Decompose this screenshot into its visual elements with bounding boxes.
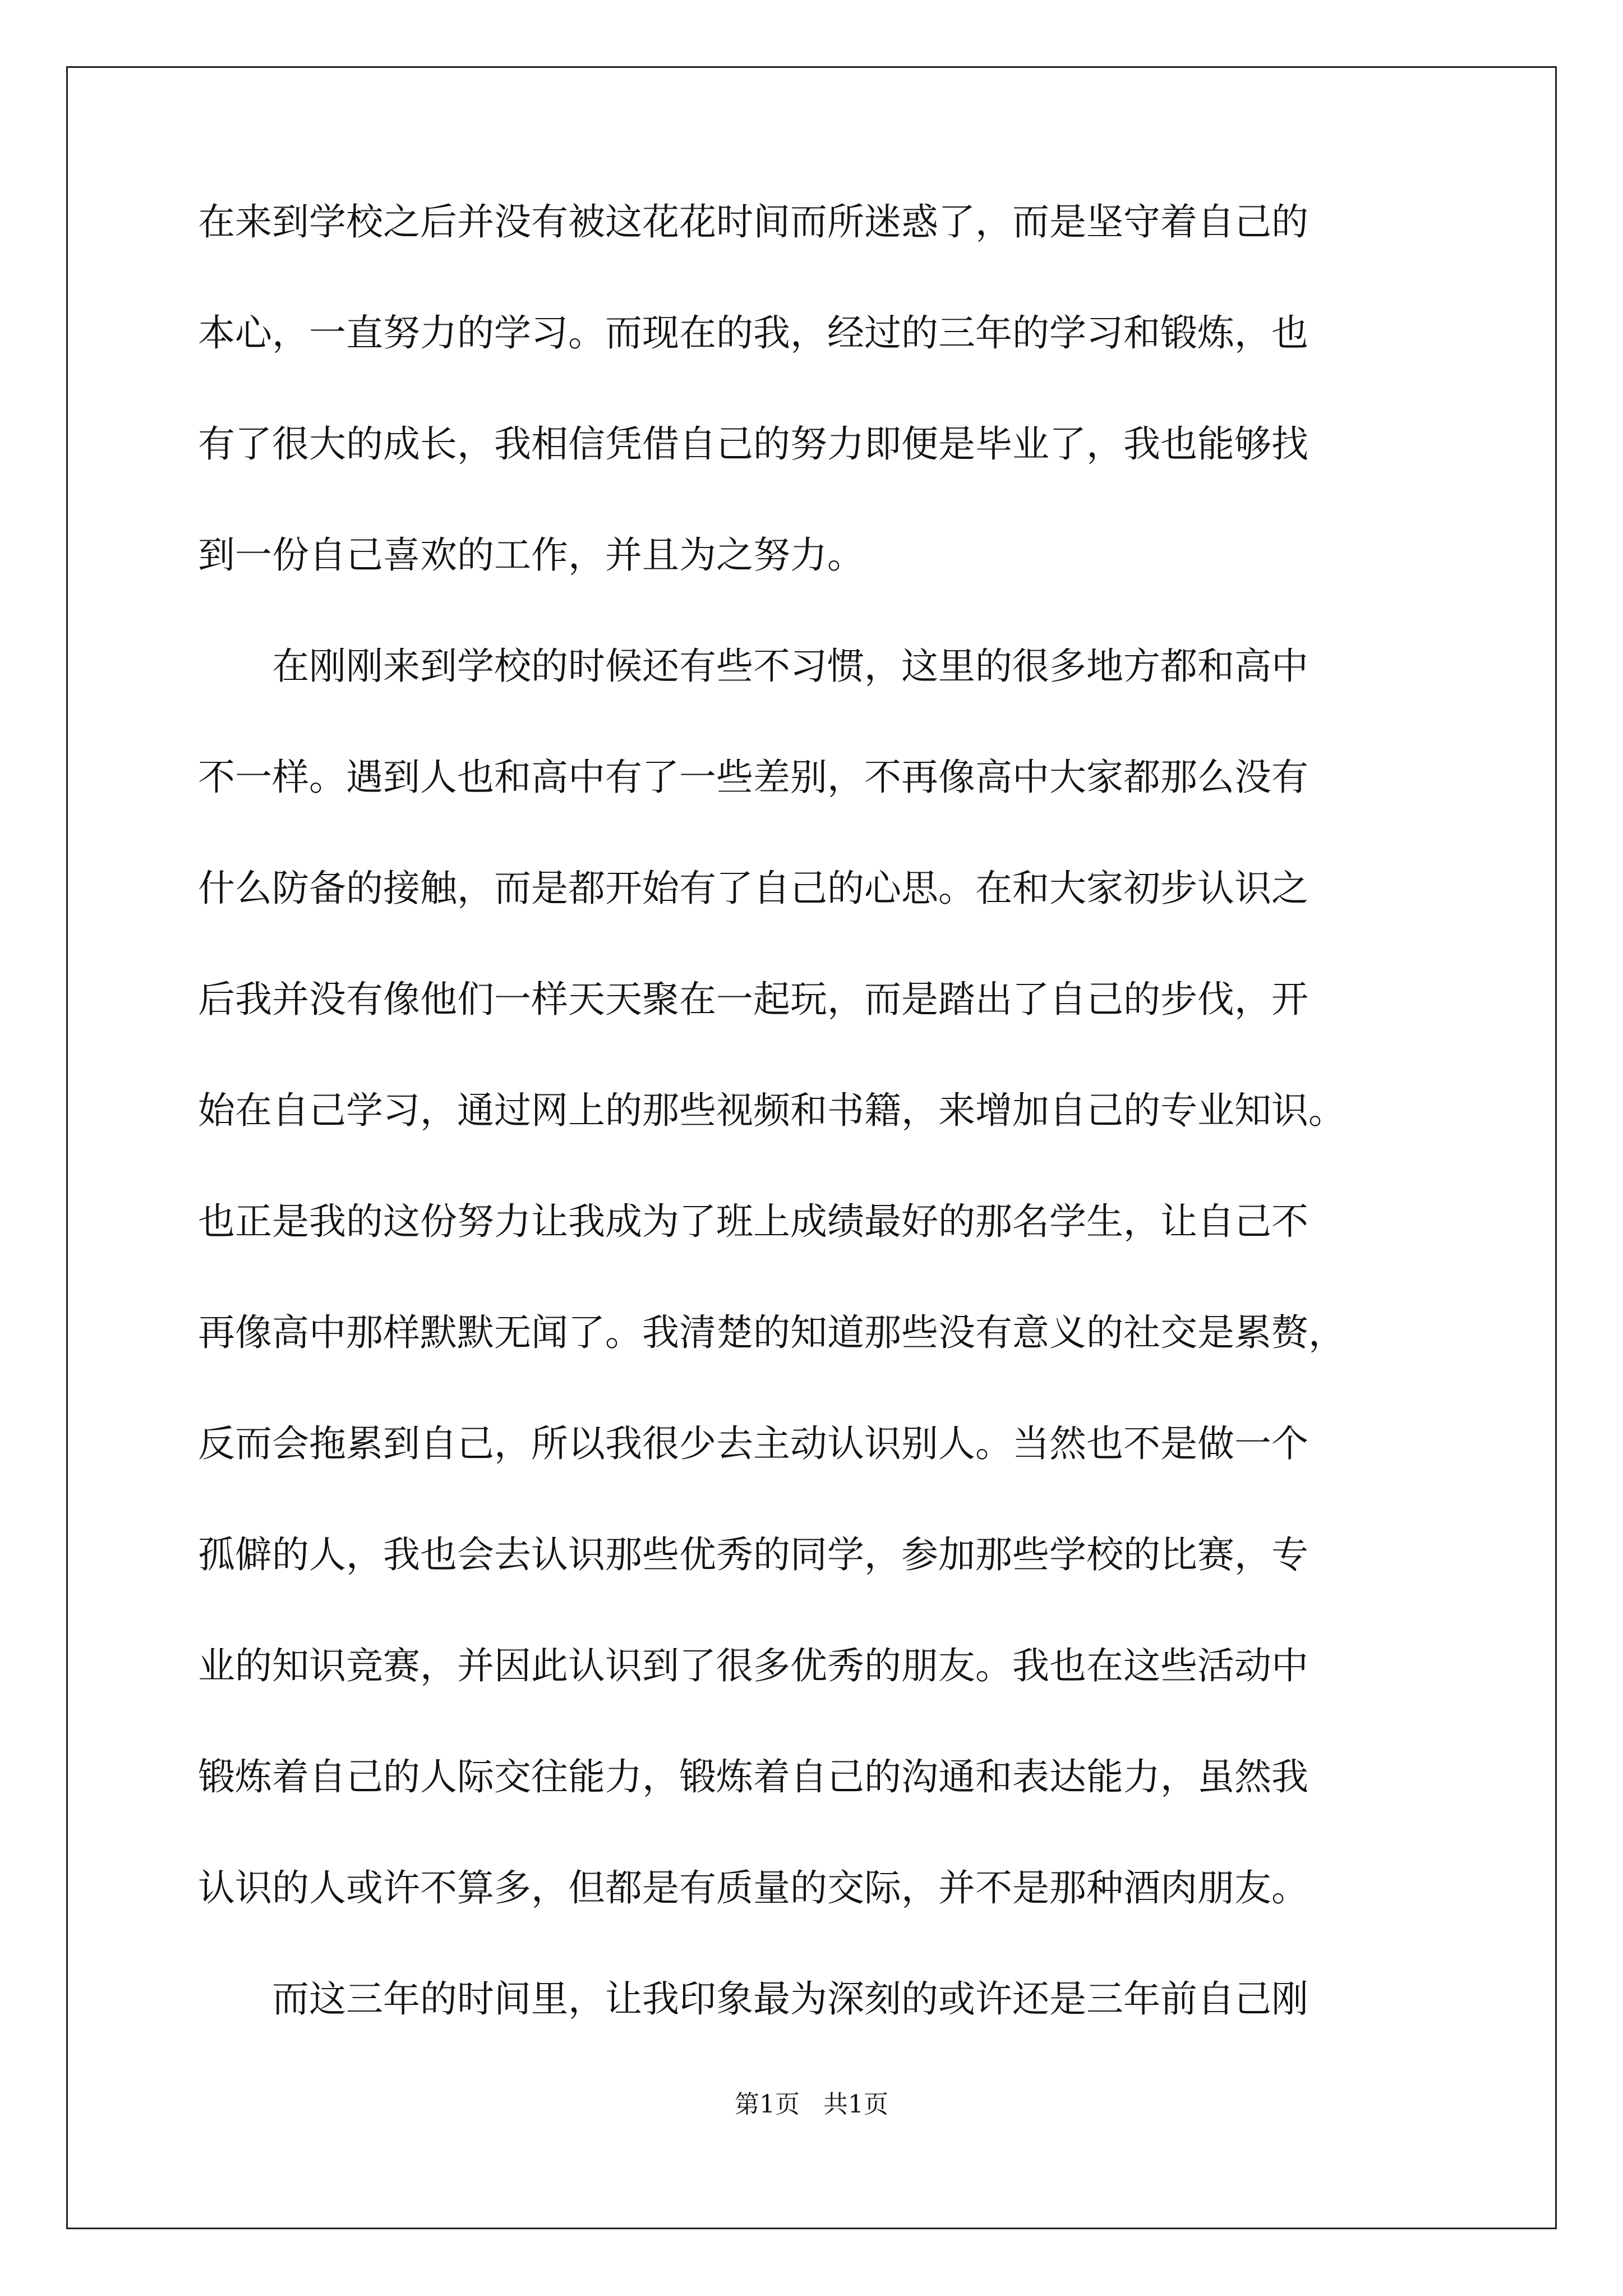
text-line: 反而会拖累到自己，所以我很少去主动认识别人。当然也不是做一个 bbox=[198, 1422, 1308, 1465]
text-line: 也正是我的这份努力让我成为了班上成绩最好的那名学生，让自己不 bbox=[198, 1200, 1308, 1243]
text-line: 认识的人或许不算多，但都是有质量的交际，并不是那种酒肉朋友。 bbox=[198, 1866, 1308, 1910]
text-line: 始在自己学习，通过网上的那些视频和书籍，来增加自己的专业知识。 bbox=[198, 1089, 1345, 1132]
text-line: 后我并没有像他们一样天天聚在一起玩，而是踏出了自己的步伐，开 bbox=[198, 978, 1308, 1021]
page-footer: 第1页 共1页 bbox=[735, 2090, 888, 2119]
text-line: 什么防备的接触，而是都开始有了自己的心思。在和大家初步认识之 bbox=[198, 867, 1308, 910]
text-line: 再像高中那样默默无闻了。我清楚的知道那些没有意义的社交是累赘， bbox=[198, 1311, 1345, 1354]
paragraph-first-line: 而这三年的时间里，让我印象最为深刻的或许还是三年前自己刚 bbox=[272, 1977, 1308, 2021]
document-body bbox=[198, 200, 1432, 2092]
text-line: 不一样。遇到人也和高中有了一些差别，不再像高中大家都那么没有 bbox=[198, 756, 1308, 799]
text-line: 孤僻的人，我也会去认识那些优秀的同学，参加那些学校的比赛，专 bbox=[198, 1533, 1308, 1576]
text-line: 本心，一直努力的学习。而现在的我，经过的三年的学习和锻炼，也 bbox=[198, 311, 1308, 355]
text-line: 到一份自己喜欢的工作，并且为之努力。 bbox=[198, 533, 864, 577]
text-line: 在来到学校之后并没有被这花花时间而所迷惑了，而是坚守着自己的 bbox=[198, 200, 1308, 243]
text-line: 业的知识竞赛，并因此认识到了很多优秀的朋友。我也在这些活动中 bbox=[198, 1644, 1308, 1687]
paragraph-first-line: 在刚刚来到学校的时候还有些不习惯，这里的很多地方都和高中 bbox=[272, 645, 1308, 688]
text-line: 有了很大的成长，我相信凭借自己的努力即便是毕业了，我也能够找 bbox=[198, 422, 1308, 466]
text-line: 锻炼着自己的人际交往能力，锻炼着自己的沟通和表达能力，虽然我 bbox=[198, 1755, 1308, 1798]
